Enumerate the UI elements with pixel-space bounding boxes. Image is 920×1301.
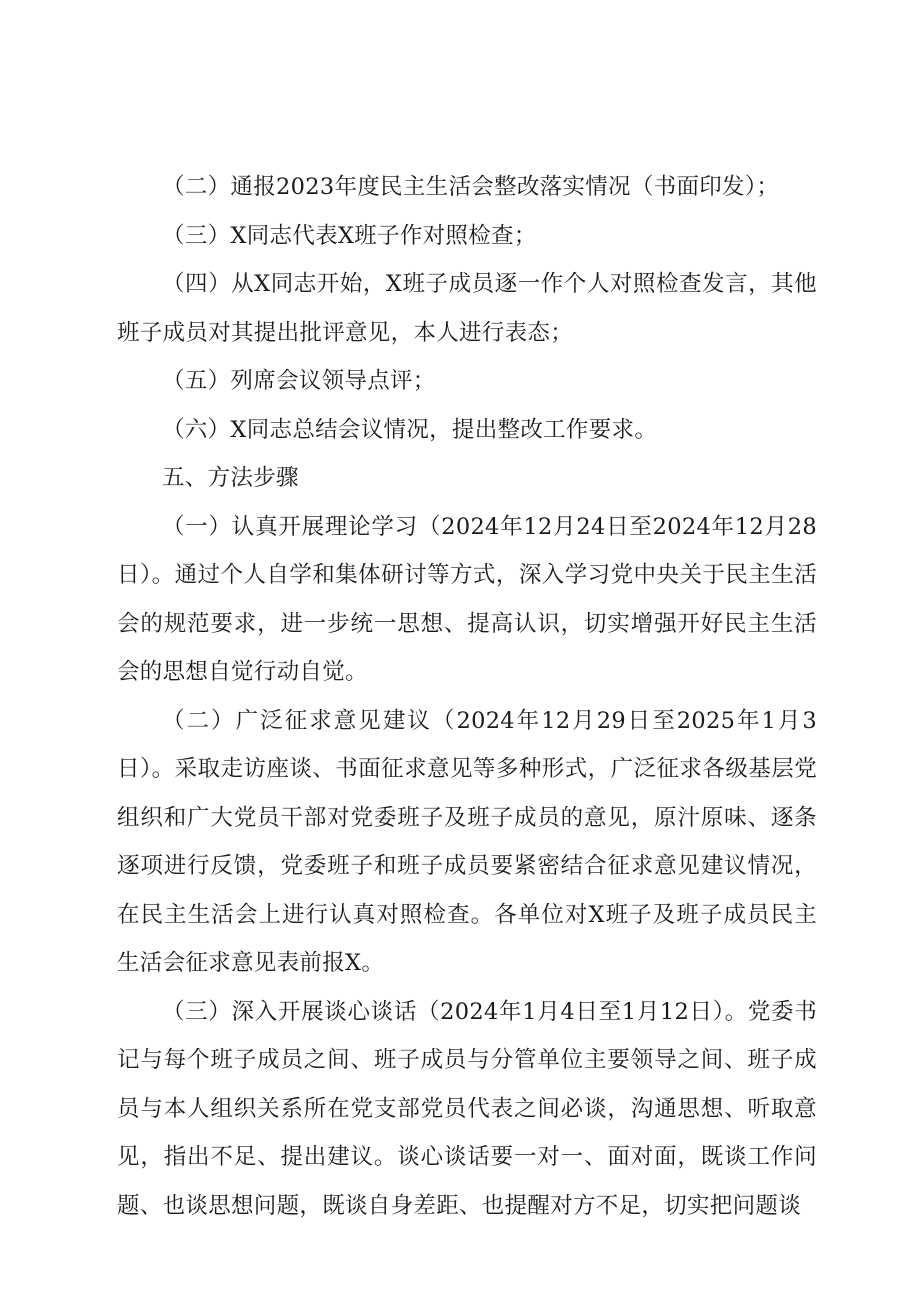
paragraph-step-2: （二）广泛征求意见建议（2024年12月29日至2025年1月3日）。采取走访座谈、书面征求意见等多种形式，广泛征求各级基层党组织和广大党员干部对党委班子及班子成员的意见，原汁原味、逐条逐项进行反馈，党委班子和班子成员要紧密结合征求意见建议情况，在民主生活会上进行认真对照检查。各单位对X班子及班子成员民主生活会征求意见表前报X。 — [117, 707, 817, 976]
paragraph-item-6: （六）X同志总结会议情况，提出整改工作要求。 — [162, 416, 658, 443]
document-body — [117, 163, 817, 1230]
paragraph-item-2: （二）通报2023年度民主生活会整改落实情况（书面印发）； — [162, 174, 780, 200]
section-heading-methods: 五、方法步骤 — [162, 465, 299, 491]
paragraph-item-5: （五）列席会议领导点评； — [162, 368, 436, 394]
paragraph-step-1: （一）认真开展理论学习（2024年12月24日至2024年12月28日）。通过个人自学和集体研讨等方式，深入学习党中央关于民主生活会的规范要求，进一步统一思想、提高认识，切实增强开好民主生活会的思想自觉行动自觉。 — [117, 513, 817, 685]
paragraph-item-4: （四）从X同志开始，X班子成员逐一作个人对照检查发言，其他班子成员对其提出批评意见，本人进行表态； — [117, 271, 817, 346]
paragraph-step-3: （三）深入开展谈心谈话（2024年1月4日至1月12日）。党委书记与每个班子成员之间、班子成员与分管单位主要领导之间、班子成员与本人组织关系所在党支部党员代表之间必谈，沟通思想、听取意见，指出不足、提出建议。谈心谈话要一对一、面对面，既谈工作问题、也谈思想问题，既谈自身差距、也提醒对方不足，切实把问题谈 — [117, 998, 817, 1219]
paragraph-item-3: （三）X同志代表X班子作对照检查； — [162, 222, 537, 249]
